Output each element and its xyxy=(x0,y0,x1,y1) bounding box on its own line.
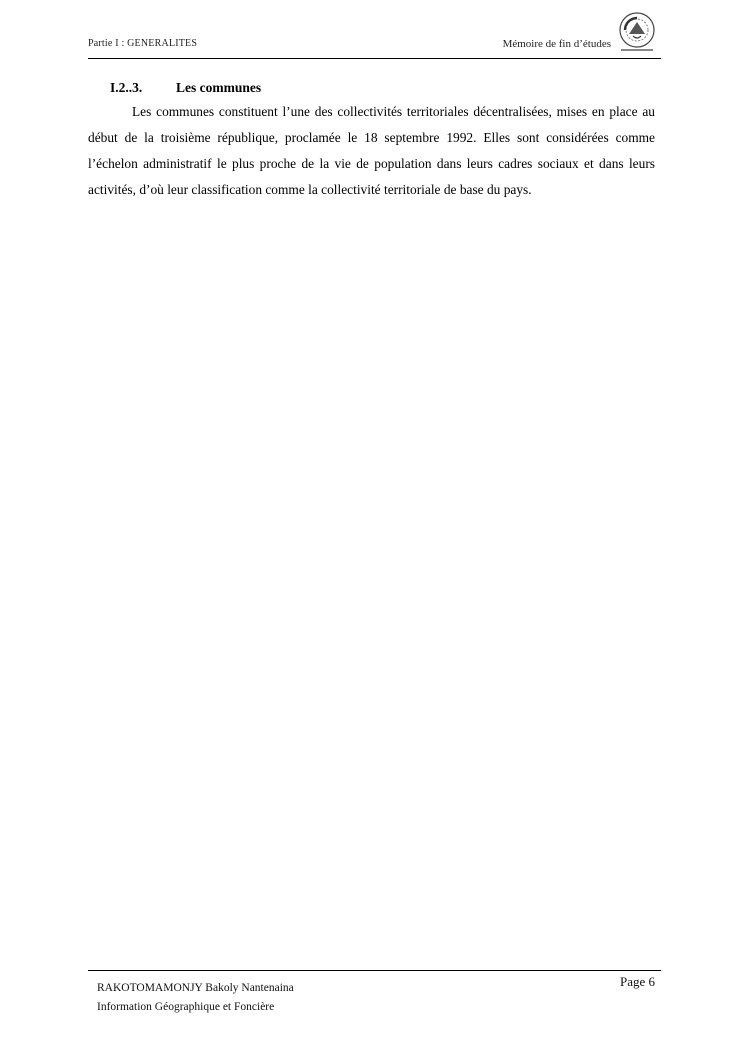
page-footer xyxy=(88,970,661,1031)
page-header xyxy=(88,36,661,59)
footer-credits xyxy=(97,979,294,1017)
footer-program: Information Géographique et Foncière xyxy=(97,1001,275,1013)
section-number: I.2..3. xyxy=(110,80,143,95)
main-content xyxy=(88,77,655,203)
header-document-type: Mémoire de fin d’études xyxy=(502,38,611,50)
header-part-title: Partie I : GENERALITES xyxy=(88,38,198,49)
page-number: Page 6 xyxy=(619,974,655,989)
body-paragraph: Les communes constituent l’une des collectivités territoriales décentralisées, mises en place au début de la troisième république, proclamée le 18 septembre 1992. Elles sont considérées comme l’échelon administratif le plus proche de la vie de population dans leurs cadres sociaux et dans leurs activités, d’où leur classification comme la collectivité territoriale de base du pays. xyxy=(88,104,655,197)
footer-author: RAKOTOMAMONJY Bakoly Nantenaina xyxy=(97,982,294,994)
section-title: Les communes xyxy=(176,80,262,95)
institution-seal-icon xyxy=(615,10,659,54)
section-heading xyxy=(110,77,655,99)
